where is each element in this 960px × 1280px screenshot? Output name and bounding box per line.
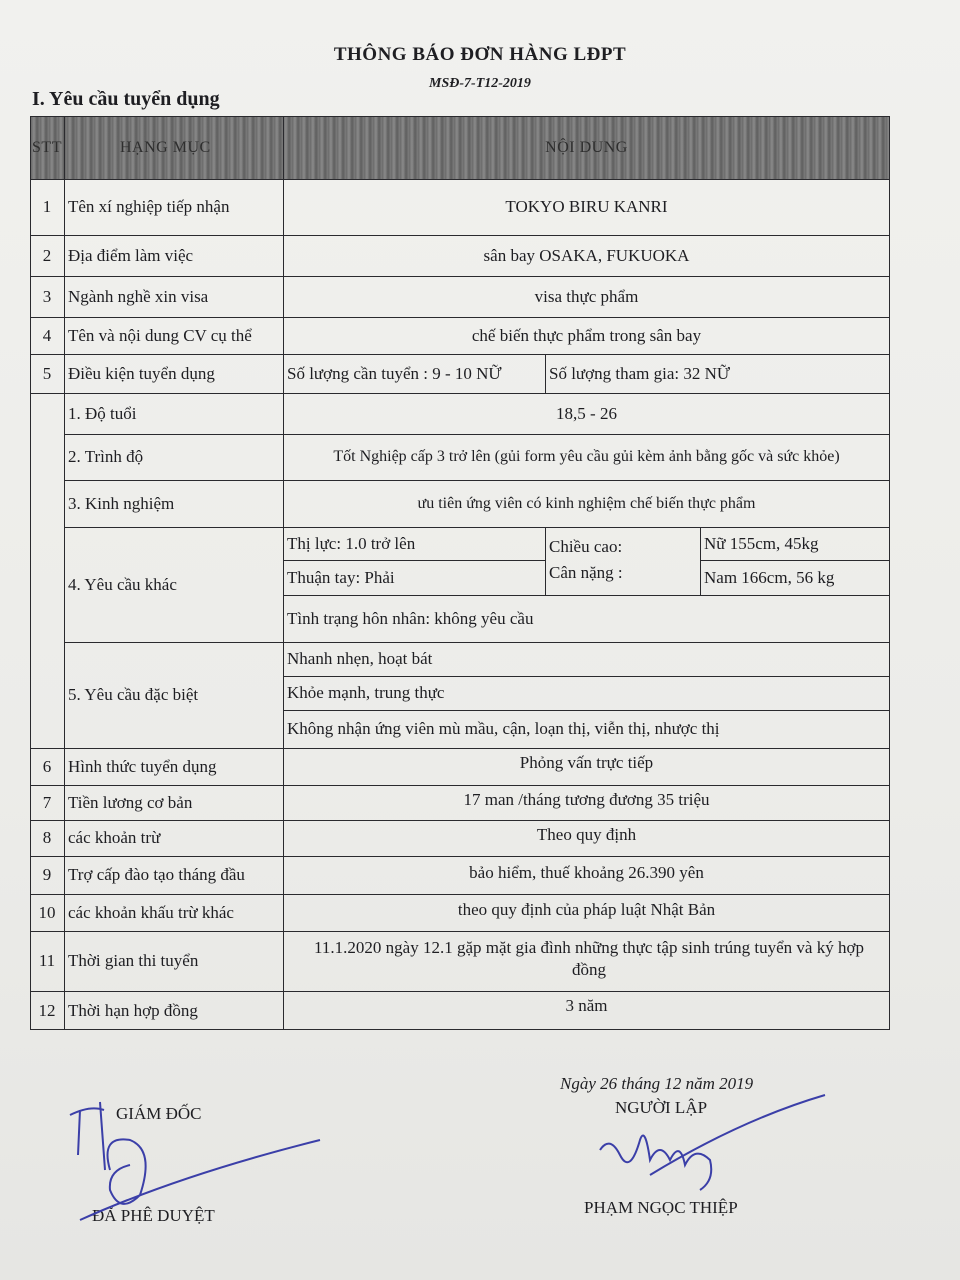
row-3-stt: 3 (42, 286, 52, 306)
preparer-signature (590, 1080, 840, 1200)
row-9-item: Trợ cấp đào tạo tháng đầu (68, 865, 245, 884)
row-8-item: các khoản trừ (68, 828, 161, 847)
approved-label: ĐÃ PHÊ DUYỆT (92, 1206, 215, 1225)
special-requirement-2: Khỏe mạnh, trung thực (287, 683, 445, 702)
row-10-stt: 10 (38, 902, 56, 922)
row-3-content: visa thực phẩm (534, 286, 639, 306)
row-11-content: 11.1.2020 ngày 12.1 gặp mặt gia đình những thực tập sinh trúng tuyển và ký hợp đồng (314, 938, 864, 979)
row-8-content: Theo quy định (536, 825, 637, 844)
marital-status: Tình trạng hôn nhân: không yêu cầu (287, 608, 534, 628)
document-title: THÔNG BÁO ĐƠN HÀNG LĐPT (333, 44, 627, 65)
signing-date: Ngày 26 tháng 12 năm 2019 (560, 1074, 754, 1093)
experience-label: 3. Kinh nghiệm (68, 493, 175, 513)
row-7-content: 17 man /tháng tương đương 35 triệu (463, 790, 710, 809)
handedness-value: Thuận tay: Phải (287, 567, 395, 587)
preparer-title: NGƯỜI LẬP (615, 1098, 708, 1117)
director-signature (60, 1080, 340, 1230)
row-1-item: Tên xí nghiệp tiếp nhận (68, 197, 230, 216)
row-3-item: Ngành nghề xin visa (68, 286, 209, 306)
other-requirements-label: 4. Yêu cầu khác (68, 574, 177, 594)
row-12-content: 3 năm (565, 996, 608, 1015)
row-5-quota: Số lượng cần tuyển : 9 - 10 NỮ (287, 363, 502, 383)
row-6-content: Phỏng vấn trực tiếp (519, 753, 654, 772)
row-6-item: Hình thức tuyển dụng (68, 756, 217, 776)
row-7-stt: 7 (42, 792, 52, 812)
row-8-stt: 8 (42, 828, 52, 847)
vision-value: Thị lực: 1.0 trở lên (287, 533, 416, 553)
header-content: NỘI DUNG (545, 139, 628, 156)
header-item: HẠNG MỤC (120, 139, 211, 156)
height-label: Chiều cao: (549, 537, 623, 556)
row-6-stt: 6 (42, 756, 52, 776)
row-2-item: Địa điểm làm việc (68, 245, 194, 265)
education-label: 2. Trình độ (68, 447, 144, 466)
male-size: Nam 166cm, 56 kg (704, 567, 835, 587)
row-10-content: theo quy định của pháp luật Nhật Bản (457, 900, 716, 919)
special-requirement-3: Không nhận ứng viên mù mầu, cận, loạn thị, viễn thị, nhược thị (287, 719, 720, 738)
row-2-stt: 2 (42, 245, 52, 265)
header-stt: STT (32, 139, 62, 156)
special-requirements-label: 5. Yêu cầu đặc biệt (68, 685, 199, 704)
row-7-item: Tiền lương cơ bản (68, 792, 193, 812)
weight-label: Cân nặng : (549, 563, 623, 582)
row-4-stt: 4 (42, 325, 52, 345)
age-value: 18,5 - 26 (556, 403, 617, 423)
education-value: Tốt Nghiệp cấp 3 trở lên (gủi form yêu cầu gủi kèm ảnh bằng gốc và sức khỏe) (333, 448, 840, 465)
age-label: 1. Độ tuổi (68, 403, 137, 423)
row-5-stt: 5 (42, 363, 52, 383)
document-code: MSĐ-7-T12-2019 (429, 76, 531, 91)
row-1-content: TOKYO BIRU KANRI (505, 197, 668, 216)
row-4-item: Tên và nội dung CV cụ thể (68, 325, 252, 345)
director-title: GIÁM ĐỐC (116, 1104, 202, 1123)
preparer-name: PHẠM NGỌC THIỆP (584, 1198, 738, 1217)
row-1-stt: 1 (42, 197, 52, 216)
row-10-item: các khoản khấu trừ khác (68, 902, 234, 922)
special-requirement-1: Nhanh nhẹn, hoạt bát (287, 649, 433, 668)
row-2-content: sân bay OSAKA, FUKUOKA (483, 245, 690, 265)
female-size: Nữ 155cm, 45kg (704, 533, 819, 553)
section-heading: I. Yêu cầu tuyển dụng (32, 88, 220, 110)
experience-value: ưu tiên ứng viên có kinh nghiệm chế biến thực phẩm (417, 494, 756, 512)
row-5-participants: Số lượng tham gia: 32 NỮ (549, 363, 731, 383)
row-11-stt: 11 (38, 951, 56, 970)
row-12-item: Thời hạn hợp đồng (68, 1000, 198, 1020)
row-12-stt: 12 (38, 1000, 56, 1020)
row-5-item: Điều kiện tuyển dụng (68, 363, 215, 383)
row-9-stt: 9 (42, 865, 52, 884)
row-9-content: bảo hiểm, thuế khoảng 26.390 yên (469, 863, 704, 882)
row-4-content: chế biến thực phẩm trong sân bay (471, 325, 702, 345)
row-11-item: Thời gian thi tuyển (68, 951, 199, 970)
